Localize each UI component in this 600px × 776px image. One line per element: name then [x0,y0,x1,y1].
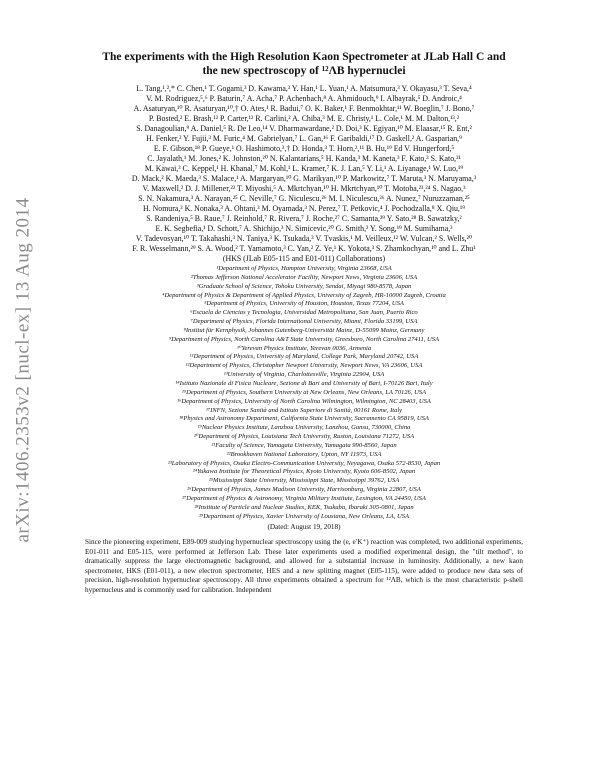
dated-line: (Dated: August 19, 2018) [267,523,341,532]
affiliation: ¹Department of Physics, Hampton University, Virginia 23668, USA [216,265,392,272]
affiliation: ¹²Department of Physics, Christopher Newport University, Newport News, VA 23606, USA [185,362,423,370]
affiliation: ¹⁰Yerevan Physics Institute, Yerevan 0036, Armenia [236,344,372,352]
affiliation: ²³Laboratory of Physics, Osaka Electro-Communication University, Neyagawa, Osaka 572-8530, Japan [167,459,441,467]
affiliation: ⁴Department of Physics & Department of Applied Physics, University of Zagreb, HR-10000 Zagreb, Croatia [162,291,446,299]
affiliation: ²⁴Yukawa Institute for Theoretical Physics, Kyoto University, Kyoto 606-8502, Japan [192,468,416,476]
author-line: F. R. Wesselmann,²⁹ S. A. Wood,² T. Yamamoto,³ C. Yan,² Z. Ye,¹ K. Yokota,³ S. Zhamkochyan,¹⁰ and L. Zhu¹ [132,244,476,253]
affiliation: ¹¹Department of Physics, University of Maryland, College Park, Maryland 20742, USA [189,353,419,361]
affiliation: ¹⁷INFN, Sezione Sanità and Istituto Superiore di Sanità, 00161 Rome, Italy [205,406,403,414]
author-line: V. Tadevosyan,¹⁰ T. Takahashi,³ N. Taniya,³ K. Tsukada,³ V. Tvaskis,¹ M. Veilleux,¹² W. Vulcan,² S. Wells,²⁰ [135,234,473,243]
author-line: S. Danagoulian,⁹ A. Daniel,⁵ R. De Leo,¹⁴ V. Dharmawardane,² D. Doi,³ K. Egiyan,¹⁰ M. Elaasar,¹⁵ R. Ent,² [136,124,472,133]
affiliation: ⁵Department of Physics, University of Houston, Houston, Texas 77204, USA [204,300,404,308]
affiliation: ¹³University of Virginia, Charlottesville, Virginia 22904, USA [223,371,385,379]
affiliation: ²⁶Department of Physics, James Madison University, Harrisonburg, Virginia 22807, USA [187,486,421,494]
author-line: C. Jayalath,¹ M. Jones,² K. Johnston,²⁰ N. Kalantarians,⁵ H. Kanda,³ M. Kaneta,³ F. Kato,³ S. Kato,²¹ [147,154,461,163]
affiliation: ²⁰Department of Physics, Louisiana Tech University, Ruston, Louisiana 71272, USA [193,433,415,441]
author-line: E. K. Segbefia,¹ D. Schott,⁷ A. Shichijo,³ N. Simicevic,²⁰ G. Smith,² Y. Song,¹⁹ M. Sumihama,³ [155,224,453,233]
arxiv-id: arXiv:1406.2353v2 [nucl-ex] 13 Aug 2014 [13,197,34,543]
affiliation: ⁹Department of Physics, North Carolina A&T State University, Greesboro, North Carolina 27411, USA [168,335,440,343]
affiliation: ²²Brookhaven National Laboratory, Upton, NY 11973, USA [226,450,382,458]
affiliation: ⁸Institut für Kernphysik, Johannes Gutenberg-Universität Mainz, D-55099 Mainz, Germany [183,326,425,334]
author-line: A. Asaturyan,¹⁰ R. Asaturyan,¹⁰,† O. Ates,¹ R. Badui,⁷ O. K. Baker,¹ F. Benmokhtar,¹¹ W. Boeglin,⁷ J. Bono,⁷ [133,104,475,113]
affiliation: ¹⁸Physics and Astronomy Department, California State University, Sacramento CA 95819, USA [179,415,429,423]
affiliation: ²⁹Department of Physics, Xavier University of Lousiana, New Orleans, LA, USA [198,512,410,520]
author-list [60,84,548,254]
affiliation: ²¹Faculty of Science, Yamagata University, Yamagata 990-8560, Japan [211,441,397,449]
author-line: L. Tang,¹,²,* C. Chen,¹ T. Gogami,³ D. Kawama,³ Y. Han,¹ L. Yuan,¹ A. Matsumura,³ Y. Okayasu,³ T. Seva,⁴ [136,84,472,93]
title-line-1: The experiments with the High Resolution Kaon Spectrometer at JLab Hall C and [102,51,506,63]
affiliation: ²Thomas Jefferson National Accelerator Facility, Newport News, Virginia 23606, USA [190,273,418,281]
affiliation: ³Graduate School of Science, Tohoku University, Sendai, Miyagi 980-8578, Japan [196,282,412,290]
abstract-text: Since the pioneering experiment, E89-009 studying hypernuclear spectroscopy using the (e, e′K⁺) reaction was completed, two additional experiments, E01-011 and E05-115, were performed at Jefferson Lab. These later experiments used a modified experimental design, the "tilt method", to dramatically suppress the large electromagnetic background, and allowed for a substantial increase in luminosity. Additionally, a new kaon spectrometer, HKS (E01-011), a new electron spectrometer, HES and a new splitting magnet (E05-115), were added to produce new data sets of precision, high-resolution hypernuclear spectroscopy. All three experiments obtained a spectrum for ¹²ΛB, which is the most characteristic p-shell hypernucleus and is commonly used for calibration. Independent [85,538,523,594]
affiliation: ²⁸Institute of Particle and Nuclear Studies, KEK, Tsukuba, Ibaraki 305-0801, Japan [194,503,414,511]
author-line: D. Mack,² K. Maeda,³ S. Malace,¹ A. Margaryan,¹⁰ G. Marikyan,¹⁰ P. Markowitz,⁷ T. Maruta,³ N. Maruyama,³ [131,174,477,183]
paper-page [60,50,548,595]
affiliation: ²⁵Mississippi State University, Mississippi State, Mississippi 39762, USA [208,477,400,485]
affiliation: ¹⁹Nuclear Physics Institute, Lanzhou University, Lanzhou, Gansu, 730000, China [197,424,411,432]
author-line: M. Kawai,³ C. Keppel,¹ H. Khanal,⁷ M. Kohl,¹ L. Kramer,⁷ K. J. Lan,⁵ Y. Li,¹ A. Liyanage,¹ W. Luo,¹⁹ [144,164,464,173]
affiliation: ⁷Department of Physics, Florida International University, Miami, Florida 33199, USA [190,318,418,326]
affiliation: ⁶Escuela de Ciencias y Tecnologia, Universidad Metropolitana, San Juan, Puerto Rico [190,309,418,317]
affiliation: ²⁷Department of Physics & Astronomy, Virginia Military Institute, Lexington, VA 24450, USA [182,494,426,502]
affiliation: ¹⁵Department of Physics, Southern University at New Orleans, New Orleans, LA 70126, USA [181,388,427,396]
author-line: V. Maxwell,² D. J. Millener,²² T. Miyoshi,⁵ A. Mkrtchyan,¹⁰ H. Mkrtchyan,¹⁰ T. Motoba,²³,²⁴ S. Nagao,³ [142,184,466,193]
affiliation-list [60,265,548,521]
paper-title [60,50,548,78]
author-line: S. N. Nakamura,³ A. Narayan,²⁵ C. Neville,⁷ G. Niculescu,²⁶ M. I. Niculescu,²⁶ A. Nunez,⁷ Nuruzzaman,²⁵ [138,194,470,203]
arxiv-identifier-stamp [4,160,44,580]
author-line: E. F. Gibson,¹⁸ P. Gueye,¹ O. Hashimoto,³,† D. Honda,³ T. Horn,²,¹¹ B. Hu,¹⁹ Ed V. Hungerford,⁵ [153,144,455,153]
author-line: S. Randeniya,⁵ B. Raue,⁷ J. Reinhold,⁷ R. Rivera,⁷ J. Roche,²⁷ C. Samanta,²⁹ Y. Sato,²⁸ B. Sawatzky,² [146,214,462,223]
title-line-2: the new spectroscopy of ¹²ΛB hypernuclei [202,65,406,77]
author-line: H. Fenker,² Y. Fujii,³ M. Furic,⁴ M. Gabrielyan,⁷ L. Gan,¹⁶ F. Garibaldi,¹⁷ D. Gaskell,² A. Gasparian,⁹ [146,134,462,143]
collaboration-name: (HKS (JLab E05-115 and E01-011) Collaborations) [222,254,386,263]
author-line: V. M. Rodriguez,⁵,⁶ P. Baturin,⁷ A. Acha,⁷ P. Achenbach,⁸ A. Ahmidouch,⁹ I. Albayrak,⁵ D. Androic,⁴ [146,94,462,103]
author-line: P. Bosted,² E. Brash,¹² P. Carter,¹² R. Carlini,² A. Chiba,³ M. E. Christy,¹ L. Cole,¹ M. M. Dalton,¹³,² [148,114,460,123]
affiliation: ¹⁶Department of Physics, University of North Carolina Wilmington, Wilmington, NC 28403, USA [177,397,431,405]
affiliation: ¹⁴Istituto Nazionale di Fisica Nucleare, Sezione di Bari and University of Bari, I-70126 Bari, Italy [175,379,433,387]
author-line: H. Nomura,³ K. Nonaka,³ A. Ohtani,³ M. Oyamada,³ N. Perez,⁷ T. Petkovic,⁴ J. Pochodzalla,⁸ X. Qiu,¹⁹ [143,204,465,213]
